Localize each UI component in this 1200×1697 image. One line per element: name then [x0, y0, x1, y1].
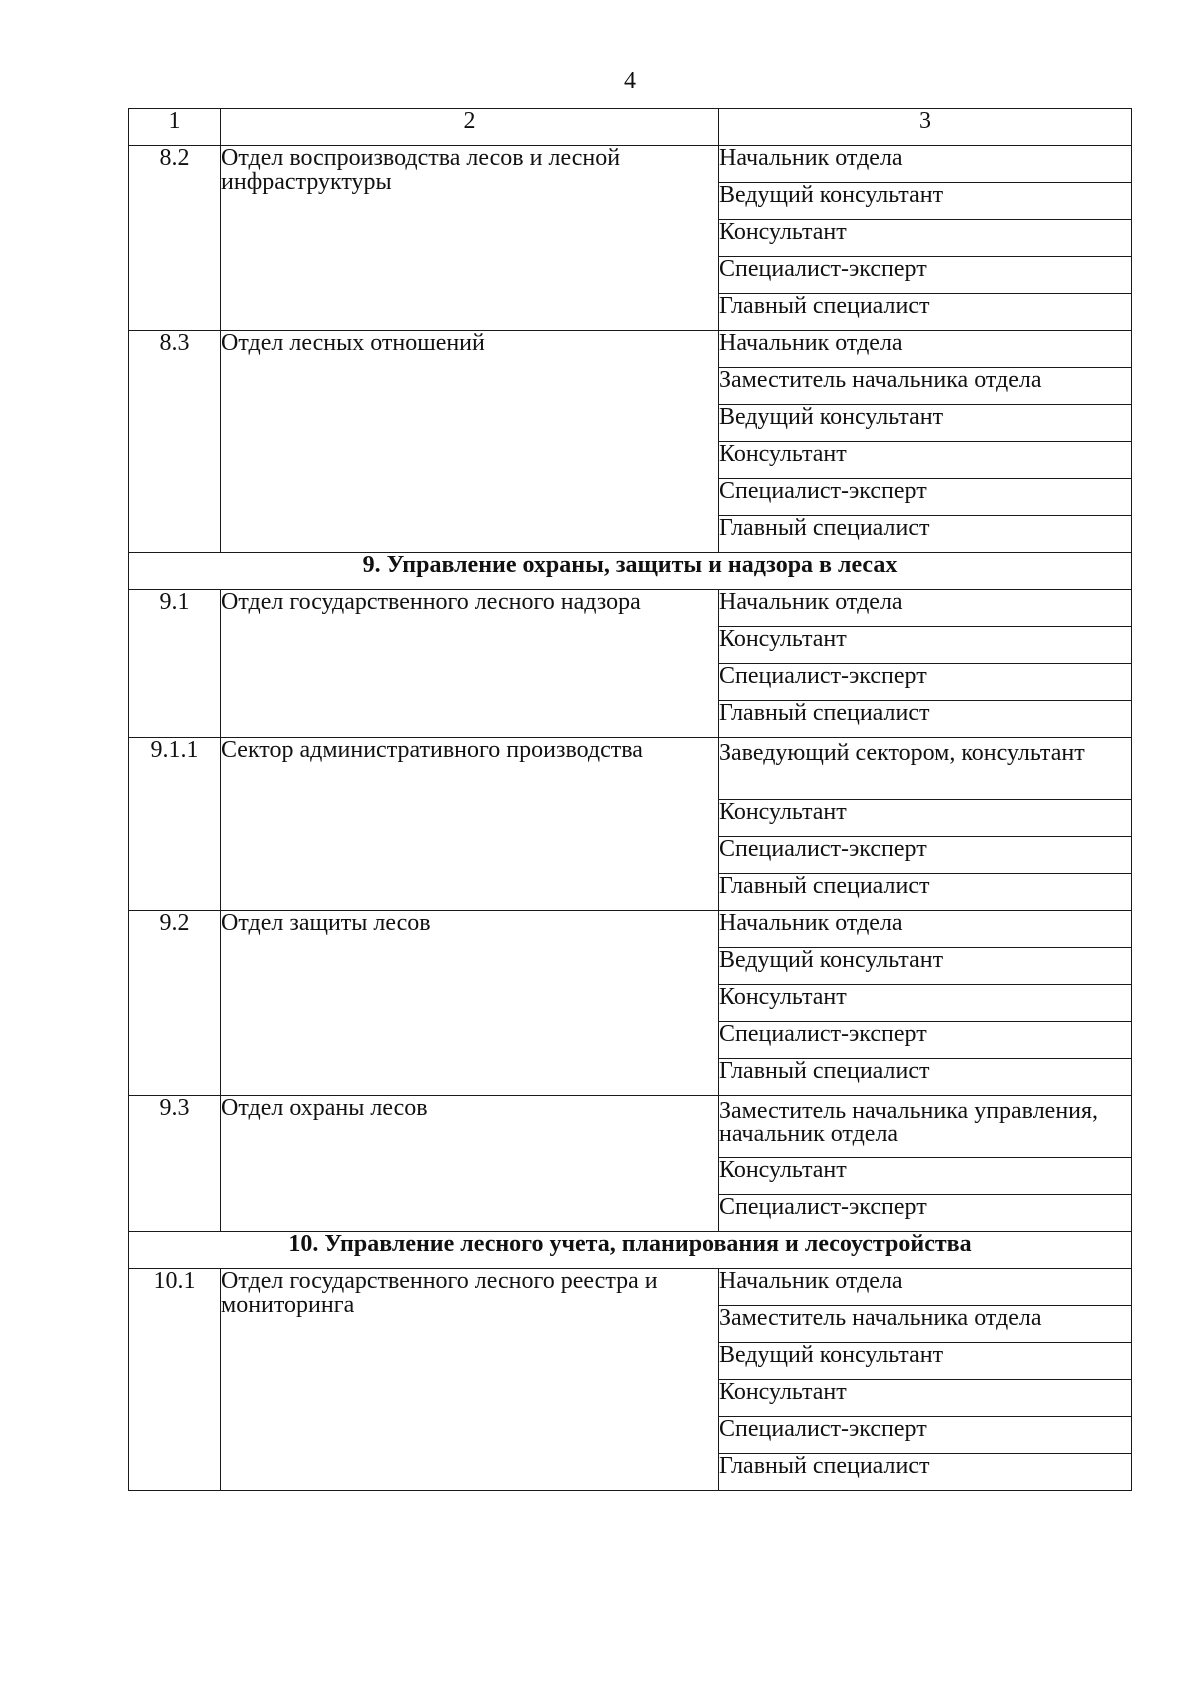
- department-name: Отдел защиты лесов: [221, 911, 719, 1096]
- column-header: 1: [129, 109, 221, 146]
- row-number: 9.3: [129, 1096, 221, 1232]
- department-name: Отдел государственного лесного надзора: [221, 590, 719, 738]
- staff-table-body: [129, 109, 1132, 1491]
- position-title: Специалист-эксперт: [719, 1417, 1132, 1454]
- table-row: [129, 738, 1132, 800]
- page-number: 4: [624, 68, 636, 94]
- position-title: Заместитель начальника управления, начальник отдела: [719, 1096, 1132, 1158]
- position-title: Главный специалист: [719, 516, 1132, 553]
- position-title: Главный специалист: [719, 1059, 1132, 1096]
- department-name: Отдел охраны лесов: [221, 1096, 719, 1232]
- position-title: Консультант: [719, 985, 1132, 1022]
- table-row: [129, 1269, 1132, 1306]
- column-header: 3: [719, 109, 1132, 146]
- department-name: Сектор административного производства: [221, 738, 719, 911]
- row-number: 8.2: [129, 146, 221, 331]
- position-title: Начальник отдела: [719, 590, 1132, 627]
- position-title: Главный специалист: [719, 874, 1132, 911]
- position-title: Начальник отдела: [719, 331, 1132, 368]
- position-title: Специалист-эксперт: [719, 479, 1132, 516]
- position-title: Консультант: [719, 1380, 1132, 1417]
- row-number: 8.3: [129, 331, 221, 553]
- position-title: Консультант: [719, 627, 1132, 664]
- table-row: [129, 590, 1132, 627]
- position-title: Ведущий консультант: [719, 1343, 1132, 1380]
- position-title: Заместитель начальника отдела: [719, 368, 1132, 405]
- position-title: Заместитель начальника отдела: [719, 1306, 1132, 1343]
- position-title: Заведующий сектором, консультант: [719, 738, 1132, 800]
- department-name: Отдел государственного лесного реестра и мониторинга: [221, 1269, 719, 1491]
- table-row: [129, 331, 1132, 368]
- position-title: Специалист-эксперт: [719, 1022, 1132, 1059]
- position-title: Консультант: [719, 220, 1132, 257]
- department-name: Отдел воспроизводства лесов и лесной инфраструктуры: [221, 146, 719, 331]
- table-header-row: [129, 109, 1132, 146]
- position-title: Главный специалист: [719, 1454, 1132, 1491]
- position-title: Начальник отдела: [719, 1269, 1132, 1306]
- row-number: 9.1.1: [129, 738, 221, 911]
- section-title: 9. Управление охраны, защиты и надзора в лесах: [129, 553, 1132, 590]
- position-title: Главный специалист: [719, 701, 1132, 738]
- staff-table: [128, 108, 1132, 1491]
- row-number: 10.1: [129, 1269, 221, 1491]
- table-row: [129, 1096, 1132, 1158]
- column-header: 2: [221, 109, 719, 146]
- position-title: Консультант: [719, 1158, 1132, 1195]
- table-row: [129, 146, 1132, 183]
- table-row: [129, 911, 1132, 948]
- section-title: 10. Управление лесного учета, планирования и лесоустройства: [129, 1232, 1132, 1269]
- row-number: 9.2: [129, 911, 221, 1096]
- position-title: Специалист-эксперт: [719, 664, 1132, 701]
- section-row: [129, 1232, 1132, 1269]
- position-title: Начальник отдела: [719, 911, 1132, 948]
- position-title: Ведущий консультант: [719, 405, 1132, 442]
- position-title: Специалист-эксперт: [719, 257, 1132, 294]
- row-number: 9.1: [129, 590, 221, 738]
- section-row: [129, 553, 1132, 590]
- position-title: Главный специалист: [719, 294, 1132, 331]
- position-title: Консультант: [719, 442, 1132, 479]
- department-name: Отдел лесных отношений: [221, 331, 719, 553]
- position-title: Начальник отдела: [719, 146, 1132, 183]
- position-title: Ведущий консультант: [719, 183, 1132, 220]
- position-title: Специалист-эксперт: [719, 1195, 1132, 1232]
- position-title: Консультант: [719, 800, 1132, 837]
- position-title: Ведущий консультант: [719, 948, 1132, 985]
- position-title: Специалист-эксперт: [719, 837, 1132, 874]
